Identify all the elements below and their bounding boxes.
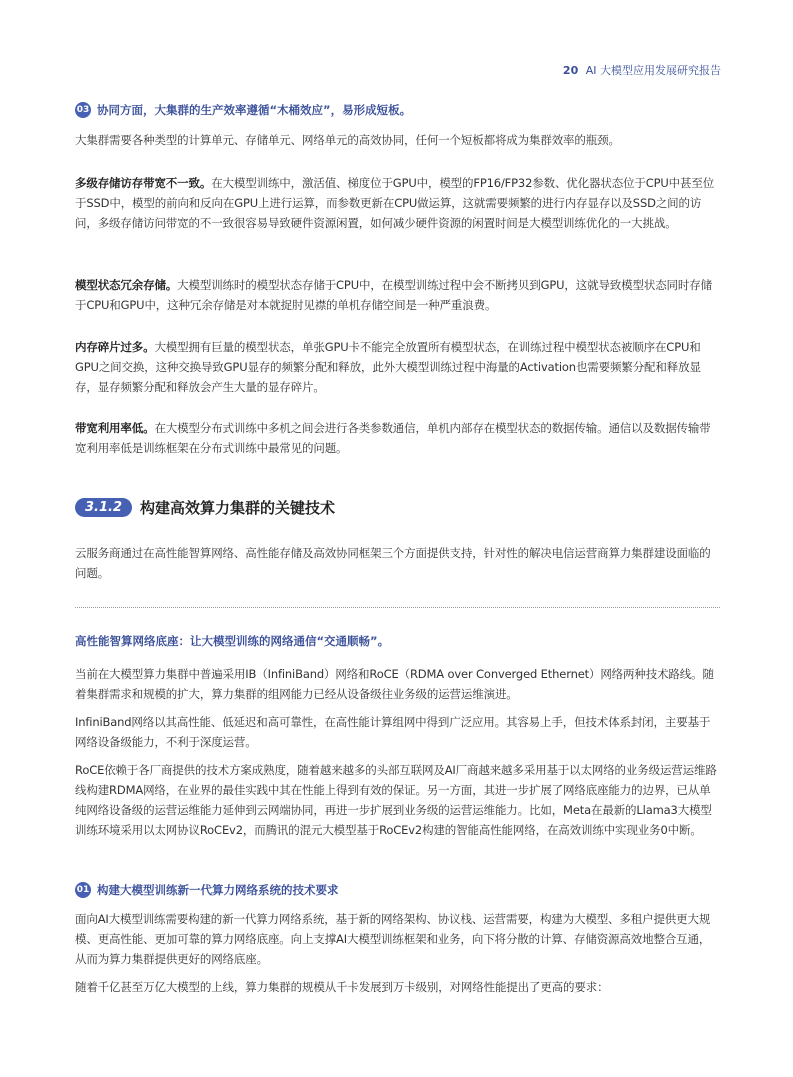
bandwidth-text: 在大模型分布式训练中多机之间会进行各类参数通信，单机内部存在模型状态的数据传输。通信以及数据传输带宽利用率低是训练框架在分布式训练中最常见的问题。 — [75, 421, 711, 455]
bandwidth-paragraph — [75, 418, 720, 458]
state-text: 大模型训练时的模型状态存储于CPU中，在模型训练过程中会不断拷贝到GPU，这就导致模型状态同时存储于CPU和GPU中，这种冗余存储是对本就捉肘见襟的单机存储空间是一种严重浪费。 — [75, 278, 712, 312]
heading-text: 构建大模型训练新一代算力网络系统的技术要求 — [97, 883, 339, 897]
heading-text: 协同方面，大集群的生产效率遵循“木桶效应”，易形成短板。 — [97, 103, 412, 117]
network-paragraph-3: RoCE依赖于各厂商提供的技术方案成熟度，随着越来越多的头部互联网及AI厂商越来越多采用基于以太网络的业务级运营运维路线构建RDMA网络，在业界的最佳实践中其在性能上得到有效的保证。另一方面，其进一步扩展了网络底座能力的边界，已从单纯网络设备级的运营运维能力延伸到云网端协同，再进一步扩展到业务级的运营运维能力。比如，Meta在最新的Llama3大模型训练环境采用以太网协议RoCEv2，而腾讯的混元大模型基于RoCEv2构建的智能高性能网络，在高效训练中实现业务0中断。 — [75, 763, 717, 837]
last-paragraph: 随着千亿甚至万亿大模型的上线，算力集群的规模从千卡发展到万卡级别，对网络性能提出了更高的要求： — [75, 980, 609, 994]
memory-text: 大模型拥有巨量的模型状态，单张GPU卡不能完全放置所有模型状态，在训练过程中模型状态被顺序在CPU和GPU之间交换，这种交换导致GPU显存的频繁分配和释放，此外大模型训练过程中海量的Activation也需要频繁分配和释放显存，显存频繁分配和释放会产生大量的显存碎片。 — [75, 340, 701, 394]
memory-lead: 内存碎片过多。 — [75, 340, 155, 354]
section-heading — [75, 497, 720, 518]
report-title: AI 大模型应用发展研究报告 — [585, 64, 721, 77]
network-paragraph-1: 当前在大模型算力集群中普遍采用IB（InfiniBand）网络和RoCE（RDMA over Converged Ethernet）网络两种技术路线。随着集群需求和规模的扩大，算力集群的组网能力已经从设备级往业务级的运营运维演进。 — [75, 667, 714, 701]
page-header — [563, 62, 721, 78]
page-number: 20 — [562, 64, 579, 77]
state-paragraph — [75, 275, 720, 315]
number-badge: 03 — [75, 102, 91, 118]
network-paragraph-2: InfiniBand网络以其高性能、低延迟和高可靠性，在高性能计算组网中得到广泛应用。其容易上手，但技术体系封闭，主要基于网络设备级能力，不利于深度运营。 — [75, 715, 711, 749]
section-number: 3.1.2 — [75, 498, 132, 517]
section-title: 构建高效算力集群的关键技术 — [140, 499, 336, 517]
state-lead: 模型状态冗余存储。 — [75, 278, 178, 292]
cloud-paragraph: 云服务商通过在高性能智算网络、高性能存储及高效协同框架三个方面提供支持，针对性的解决电信运营商算力集群建设面临的问题。 — [75, 546, 711, 580]
storage-lead: 多级存储访存带宽不一致。 — [75, 176, 212, 190]
bandwidth-lead: 带宽利用率低。 — [75, 421, 155, 435]
number-badge: 01 — [75, 882, 91, 898]
dotted-divider — [75, 607, 720, 608]
storage-text: 在大模型训练中，激活值、梯度位于GPU中，模型的FP16/FP32参数、优化器状态位于CPU中甚至位于SSD中，模型的前向和反向在GPU上进行运算，而参数更新在CPU做运算，这就需要频繁的进行内存显存以及SSD之间的访问，多级存储访问带宽的不一致很容易导致硬件资源闲置，如何减少硬件资源的闲置时间是大模型训练优化的一大挑战。 — [75, 176, 715, 230]
network-subheading: 高性能智算网络底座：让大模型训练的网络通信“交通顺畅”。 — [75, 634, 390, 648]
memory-paragraph — [75, 337, 720, 397]
intro-paragraph: 大集群需要各种类型的计算单元、存储单元、网络单元的高效协同，任何一个短板都将成为集群效率的瓶颈。 — [75, 133, 620, 147]
storage-paragraph — [75, 173, 720, 233]
requirement-paragraph: 面向AI大模型训练需要构建的新一代算力网络系统，基于新的网络架构、协议栈、运营需要，构建为大模型、多租户提供更大规模、更高性能、更加可靠的算力网络底座。向上支撑AI大模型训练框架和业务，向下将分散的计算、存储资源高效地整合互通，从而为算力集群提供更好的网络底座。 — [75, 912, 711, 966]
numbered-heading-01 — [75, 882, 720, 898]
numbered-heading-03 — [75, 102, 720, 118]
